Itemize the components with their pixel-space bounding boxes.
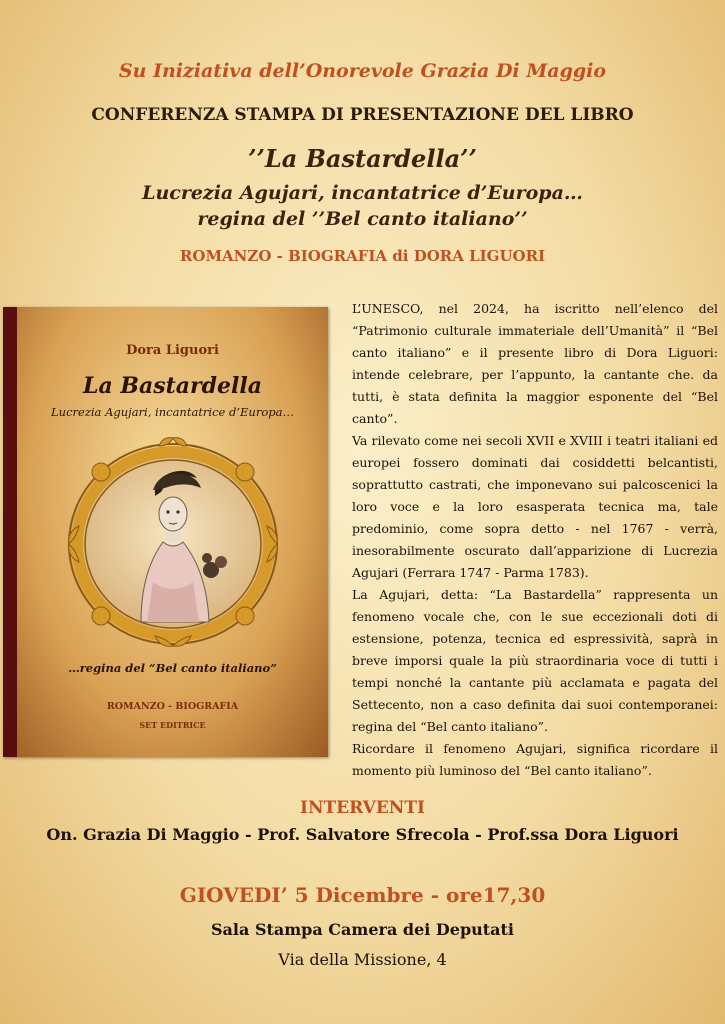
cover-spine [3,307,17,757]
cover-subtitle: Lucrezia Agujari, incantatrice d’Europa… [51,405,294,419]
description-paragraph: Va rilevato come nei secoli XVII e XVIII i teatri italiani ed europei fossero dominati dai cosiddetti belcantisti, soprattutto castrati, che imponevano sui palcoscenici la loro voce e la loro esasperata tecnica ma, tale predominio, come sopra detto - nel 1767 - verrà, inesorabilmente oscurato dall’apparizione di Lucrezia Agujari (Ferrara 1747 - Parma 1783). [352,433,718,580]
book-description [352,298,718,782]
event-address: Via della Missione, 4 [278,950,447,969]
genre-author-line: ROMANZO - BIOGRAFIA di DORA LIGUORI [179,247,546,265]
cover-tagline: …regina del “Bel canto italiano” [68,661,277,675]
cover-genre: ROMANZO - BIOGRAFIA [106,701,239,712]
portrait-frame-illustration [61,432,285,652]
book-title: ’’La Bastardella’’ [248,144,477,173]
book-subtitle-line-1: Lucrezia Agujari, incantatrice d’Europa… [142,182,583,204]
cover-publisher: SET EDITRICE [139,720,206,730]
initiative-line: Su Iniziativa dell’Onorevole Grazia Di Maggio [118,60,607,82]
description-paragraph: La Agujari, detta: “La Bastardella” rappresenta un fenomeno vocale che, con le sue eccezionali doti di estensione, potenza, tecnica ed espressività, saprà in breve imporsi quale la più straordinaria voce di tutti i tempi nonché la cantante più acclamata e pagata del Settecento, non a caso definita dai suoi contemporanei: regina del “Bel canto italiano”. [352,587,718,734]
cover-title: La Bastardella [83,373,262,399]
event-venue: Sala Stampa Camera dei Deputati [211,920,514,939]
speakers-list: On. Grazia Di Maggio - Prof. Salvatore Sfrecola - Prof.ssa Dora Liguori [46,825,679,844]
book-cover [3,307,328,757]
description-paragraph: Ricordare il fenomeno Agujari, significa ricordare il momento più luminoso del “Bel canto italiano”. [352,741,718,778]
description-paragraph: L’UNESCO, nel 2024, ha iscritto nell’elenco del “Patrimonio culturale immateriale dell’Umanità” il “Bel canto italiano” e il presente libro di Dora Liguori: intende celebrare, per l’appunto, la cantante che. da tutti, è stata definita la maggior esponente del “Bel canto”. [352,301,718,426]
event-heading: CONFERENZA STAMPA DI PRESENTAZIONE DEL LIBRO [91,105,634,125]
event-date: GIOVEDI’ 5 Dicembre - ore17,30 [179,883,546,907]
interventi-label: INTERVENTI [300,798,425,818]
cover-author: Dora Liguori [126,343,219,358]
book-subtitle-line-2: regina del ’’Bel canto italiano’’ [197,208,528,230]
